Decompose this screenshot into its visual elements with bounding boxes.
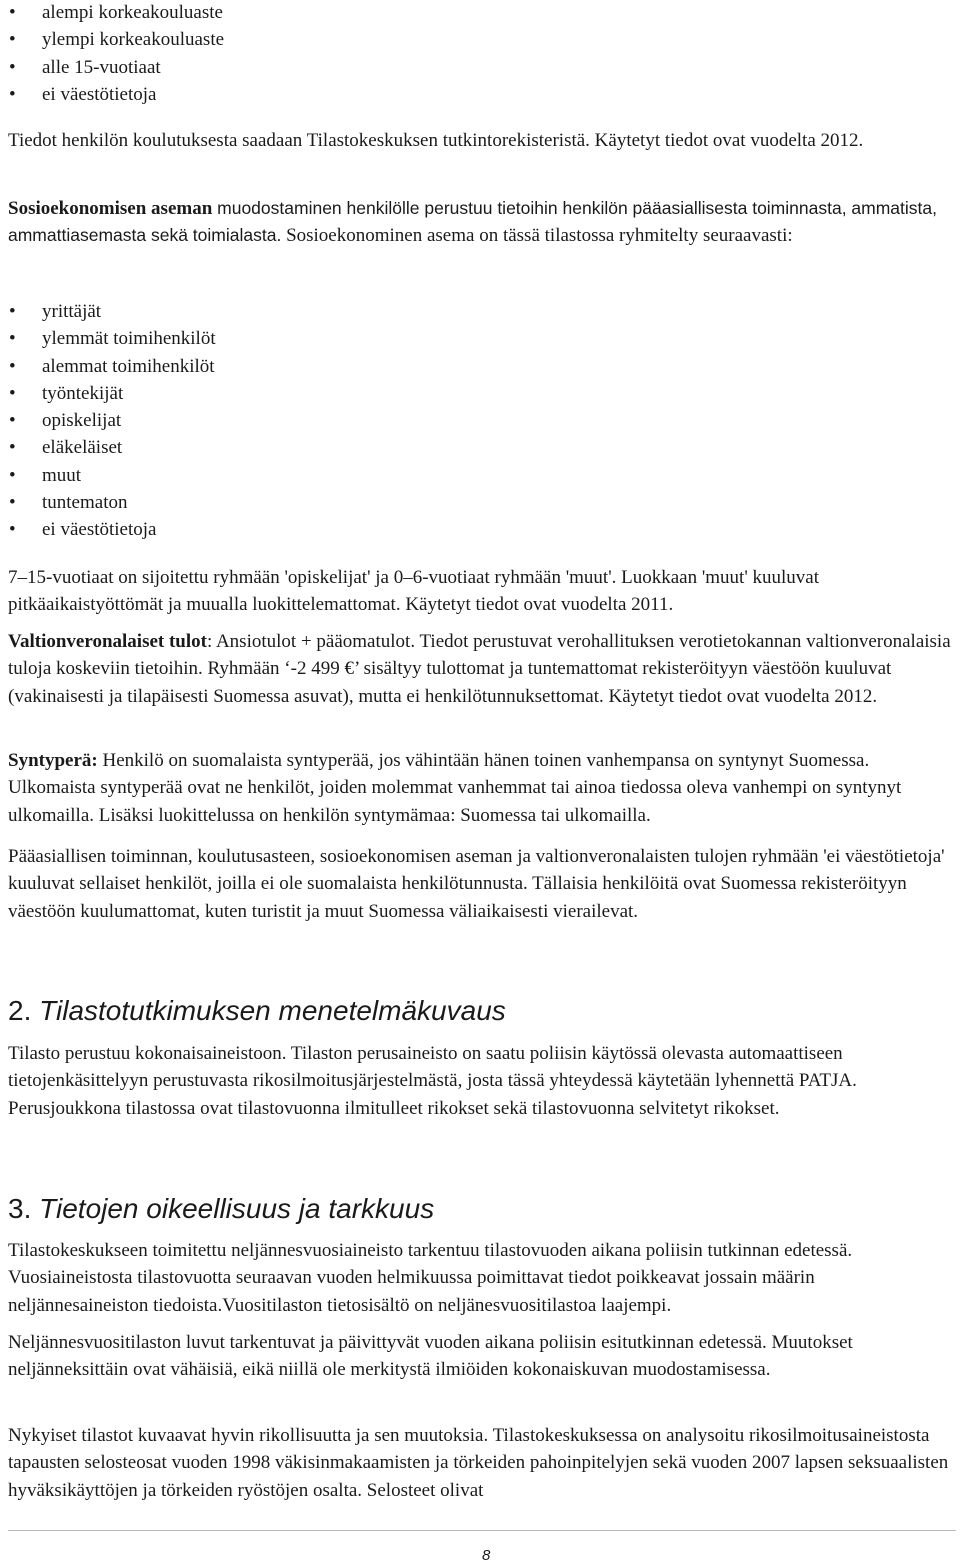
section-heading-accuracy: 3. Tietojen oikeellisuus ja tarkkuus	[8, 1193, 435, 1224]
list-item: • alemmat toimihenkilöt	[9, 355, 215, 377]
paragraph-methods: Tilasto perustuu kokonaisaineistoon. Tilaston perusaineisto on saatu poliisin käytössä olevasta automaattiseen tietojenkäsittelyyn perustuvasta rikosilmoitusjärjestelmästä, josta tässä yhteydessä käytetään lyhennettä PATJA. Perusjoukkona tilastossa ovat tilastovuonna ilmitulleet rikokset sekä tilastovuonna selvitetyt rikokset.	[8, 1043, 857, 1119]
paragraph-education-source: Tiedot henkilön koulutuksesta saadaan Tilastokeskuksen tutkintorekisteristä. Käytetyt tiedot ovat vuodelta 2012.	[8, 130, 864, 151]
list-item: • ylemmät toimihenkilöt	[9, 328, 216, 350]
list-item: • työntekijät	[9, 382, 124, 404]
list-item: • alempi korkeakouluaste	[9, 2, 223, 23]
paragraph-no-population-data: Pääasiallisen toiminnan, koulutusasteen, sosioekonomisen aseman ja valtionveronalaisten tulojen ryhmään 'ei väestötietoja' kuuluvat sellaiset henkilöt, joilla ei ole suomalaista henkilötunnusta. Tällaisia henkilöitä ovat Suomessa rekisteröityyn väestöön kuulumattomat, kuten turistit ja muut Suomessa väliaikaisesti vierailevat.	[8, 846, 945, 922]
paragraph-quarterly-data: Tilastokeskukseen toimitettu neljännesvuosiaineisto tarkentuu tilastovuoden aikana poliisin tutkinnan edetessä. Vuosiaineistosta tilastovuotta seuraavan vuoden helmikuussa poimittavat tiedot poikkeavat jossain määrin neljännesaineiston tiedoista.Vuositilaston tietosisältö on neljänesvuositilastoa laajempi.	[8, 1240, 853, 1316]
paragraph-age-groups: 7–15-vuotiaat on sijoitettu ryhmään 'opiskelijat' ja 0–6-vuotiaat ryhmään 'muut'. Luokkaan 'muut' kuuluvat pitkäaikaistyöttömät ja muualla luokittelemattomat. Käytetyt tiedot ovat vuodelta 2011.	[8, 567, 819, 616]
list-item: • eläkeläiset	[9, 437, 123, 459]
page-number: 8	[482, 1547, 491, 1564]
list-item: • alle 15-vuotiaat	[9, 56, 161, 78]
list-item: • opiskelijat	[9, 410, 122, 432]
paragraph-taxable-income: Valtionveronalaiset tulot: Ansiotulot + pääomatulot. Tiedot perustuvat verohallituksen verotietokannan valtionveronalaisia tuloja koskeviin tietoihin. Ryhmään ‘-2 499 €’ sisältyy tulottomat ja tuntemattomat rekisteröityyn väestöön kuuluvat (vakinaisesti ja tilapäisesti Suomessa asuvat), mutta ei henkilötunnuksettomat. Käytetyt tiedot ovat vuodelta 2012.	[8, 631, 951, 707]
section-heading-methods: 2. Tilastotutkimuksen menetelmäkuvaus	[8, 995, 506, 1026]
paragraph-current-statistics: Nykyiset tilastot kuvaavat hyvin rikollisuutta ja sen muutoksia. Tilastokeskuksessa on analysoitu rikosilmoitusaineistosta tapausten selosteosat vuoden 1998 väkisinmakaamisten ja törkeiden pahoinpitelyjen sekä vuoden 2007 lapsen seksuaalisten hyväksikäyttöjen ja törkeiden ryöstöjen osalta. Selosteet olivat	[8, 1425, 949, 1501]
paragraph-origin: Syntyperä: Henkilö on suomalaista syntyperää, jos vähintään hänen toinen vanhempansa on syntynyt Suomessa. Ulkomaista syntyperää ovat ne henkilöt, joiden molemmat vanhemmat tai ainoa tiedossa oleva vanhempi on syntynyt ulkomailla. Lisäksi luokittelussa on henkilön syntymämaa: Suomessa tai ulkomailla.	[8, 750, 902, 826]
education-level-list	[8, 0, 224, 108]
list-item: • yrittäjät	[9, 301, 102, 322]
list-item: • tuntematon	[9, 492, 128, 514]
paragraph-quarterly-figures: Neljännesvuositilaston luvut tarkentuvat ja päivittyvät vuoden aikana poliisin esitutkinnan edetessä. Muutokset neljänneksittäin ovat vähäisiä, eikä niillä ole merkitystä ilmiöiden kokonaiskuvan muodostamisessa.	[8, 1332, 853, 1381]
footer-divider	[8, 1530, 956, 1531]
list-item: • ei väestötietoja	[9, 83, 157, 105]
list-item: • muut	[9, 464, 82, 486]
list-item: • ylempi korkeakouluaste	[9, 29, 225, 51]
socioeconomic-list	[8, 298, 216, 544]
paragraph-socioeconomic: Sosioekonomisen aseman muodostaminen henkilölle perustuu tietoihin henkilön pääasiallisesta toiminnasta, ammatista, ammattiasemasta sekä toimialasta. Sosioekonominen asema on tässä tilastossa ryhmitelty seuraavasti:	[8, 198, 937, 247]
list-item: • ei väestötietoja	[9, 519, 157, 541]
